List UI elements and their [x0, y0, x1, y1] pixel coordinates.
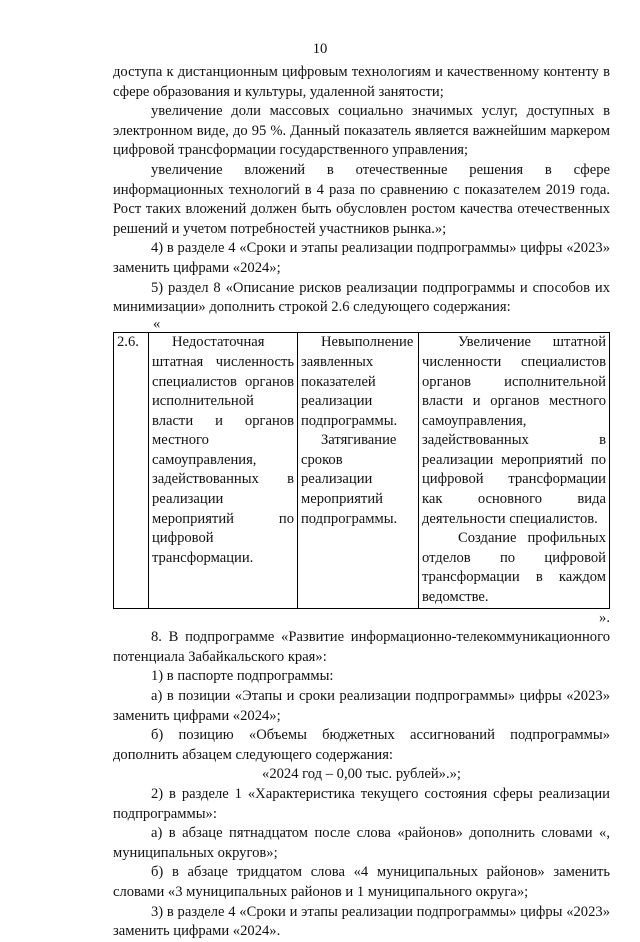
- centered-line: «2024 год – 0,00 тыс. рублей».»;: [262, 766, 461, 783]
- document-body: [113, 63, 610, 942]
- mitigation-2: Создание профильных отделов по цифровой трансформации в каждом ведомстве.: [422, 530, 606, 606]
- paragraph: увеличение вложений в отечественные решения в сфере информационных технологий в 4 раза по сравнению с показателем 2019 года. Рост таких вложений должен быть обусловлен ростом качества отечественных решений и учетом потребностей участников рынка.»;: [113, 161, 610, 237]
- row-number: 2.6.: [114, 333, 149, 608]
- consequence-1: Невыполнение заявленных показателей реализации подпрограммы.: [301, 334, 414, 429]
- page-number: 10: [312, 41, 328, 57]
- paragraph: б) в абзаце тридцатом слова «4 муниципальных районов» заменить словами «3 муниципальных районов и 1 муниципального округа»;: [113, 864, 610, 900]
- consequences-cell: [298, 333, 419, 608]
- paragraph: а) в абзаце пятнадцатом после слова «районов» дополнить словами «, муниципальных округов»;: [113, 825, 610, 861]
- paragraph: 5) раздел 8 «Описание рисков реализации подпрограммы и способов их минимизации» дополнить строкой 2.6 следующего содержания:: [113, 279, 610, 316]
- consequence-2: Затягивание сроков реализации мероприятий подпрограммы.: [301, 432, 398, 527]
- paragraph: 4) в разделе 4 «Сроки и этапы реализации подпрограммы» цифры «2023» заменить цифрами «2024»;: [113, 240, 610, 276]
- risk-description-cell: [149, 333, 298, 608]
- paragraph: 2) в разделе 1 «Характеристика текущего состояния сферы реализации подпрограммы»:: [113, 785, 610, 822]
- risk-description: Недостаточная штатная численность специалистов органов исполнительной власти и органов местного самоуправления, задействованных в реализации мероприятий по цифровой трансформации.: [152, 334, 294, 566]
- table-row: [114, 333, 610, 608]
- paragraph: б) позицию «Объемы бюджетных ассигнований подпрограммы» дополнить абзацем следующего содержания:: [113, 727, 610, 763]
- risk-table: [113, 332, 610, 608]
- paragraph: 8. В подпрограмме «Развитие информационно-телекоммуникационного потенциала Забайкальского края»:: [113, 629, 610, 665]
- mitigation-cell: [419, 333, 610, 608]
- paragraph: а) в позиции «Этапы и сроки реализации подпрограммы» цифры «2023» заменить цифрами «2024»;: [113, 688, 610, 724]
- open-quote: «: [153, 315, 161, 332]
- close-quote: ».: [599, 609, 610, 626]
- mitigation-1: Увеличение штатной численности специалистов органов исполнительной власти и органов местного самоуправления, задействованных в реализации мероприятий по цифровой трансформации как основного вида деятельности специалистов.: [422, 334, 606, 527]
- paragraph: увеличение доли массовых социально значимых услуг, доступных в электронном виде, до 95 %. Данный показатель является важнейшим маркером цифровой трансформации государственного управления;: [113, 103, 610, 159]
- paragraph: 3) в разделе 4 «Сроки и этапы реализации подпрограммы» цифры «2023» заменить цифрами «2024».: [113, 903, 610, 940]
- paragraph: 1) в паспорте подпрограммы:: [151, 668, 334, 685]
- paragraph: доступа к дистанционным цифровым технологиям и качественному контенту в сфере образования и культуры, удаленной занятости;: [113, 64, 610, 100]
